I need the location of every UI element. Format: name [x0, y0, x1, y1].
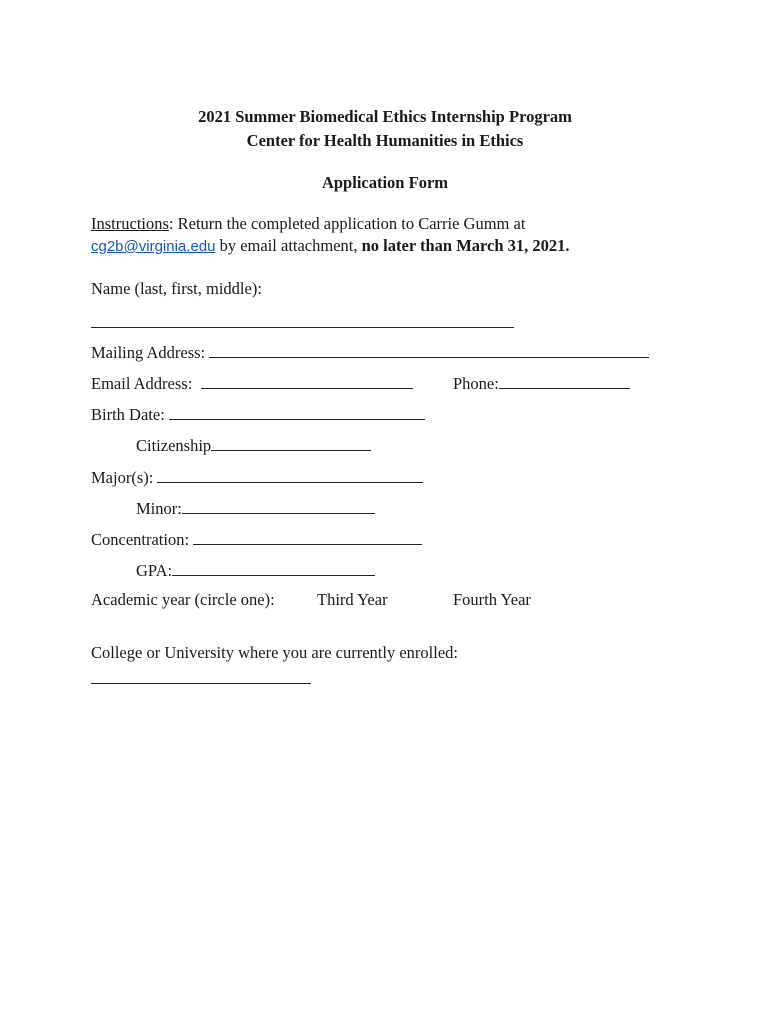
concentration-label: Concentration:: [91, 530, 194, 549]
name-field-row: [91, 313, 514, 332]
college-field-row: [91, 669, 311, 688]
citizenship-row: [136, 436, 371, 455]
minor-field[interactable]: [182, 499, 375, 514]
instructions-text-2: by email attachment,: [215, 236, 362, 255]
email-address-field[interactable]: [201, 374, 413, 389]
phone-label: Phone:: [453, 374, 499, 393]
citizenship-field[interactable]: [211, 436, 371, 451]
deadline-text: no later than March 31, 2021.: [361, 236, 570, 255]
form-title: Application Form: [321, 173, 449, 192]
gpa-field[interactable]: [172, 561, 375, 576]
birth-label: Birth Date:: [91, 405, 169, 424]
major-label: Major(s):: [91, 468, 158, 487]
minor-row: [136, 499, 375, 518]
mailing-row: [91, 343, 649, 362]
academic-year-label: Academic year (circle one):: [91, 590, 275, 609]
title-line-2: Center for Health Humanities in Ethics: [246, 131, 524, 150]
email-row: [91, 374, 413, 393]
instructions-line-2: [91, 238, 570, 255]
college-field[interactable]: [91, 669, 311, 684]
email-label: Email Address:: [91, 374, 201, 393]
mailing-address-field[interactable]: [209, 343, 649, 358]
mailing-label: Mailing Address:: [91, 343, 210, 362]
concentration-row: [91, 530, 422, 549]
instructions-label: Instructions: [91, 214, 169, 233]
name-label: Name (last, first, middle):: [91, 279, 262, 298]
birth-date-field[interactable]: [169, 405, 425, 420]
gpa-label: GPA:: [136, 561, 173, 580]
citizenship-label: Citizenship: [136, 436, 212, 455]
instructions-line-1: [91, 216, 525, 233]
concentration-field[interactable]: [193, 530, 422, 545]
major-field[interactable]: [157, 468, 423, 483]
phone-row: [453, 374, 630, 393]
minor-label: Minor:: [136, 499, 182, 518]
academic-year-option-fourth[interactable]: Fourth Year: [453, 590, 531, 609]
major-row: [91, 468, 423, 487]
academic-year-option-third[interactable]: Third Year: [317, 590, 388, 609]
gpa-row: [136, 561, 375, 580]
email-link[interactable]: cg2b@virginia.edu: [91, 238, 216, 255]
instructions-text-1: Return the completed application to Carrie Gumm at: [173, 214, 526, 233]
title-line-1: 2021 Summer Biomedical Ethics Internship Program: [198, 107, 572, 126]
phone-field[interactable]: [499, 374, 630, 389]
instructions-colon: :: [168, 214, 174, 233]
college-label: College or University where you are currently enrolled:: [91, 643, 458, 662]
name-field[interactable]: [91, 313, 514, 328]
birth-row: [91, 405, 425, 424]
